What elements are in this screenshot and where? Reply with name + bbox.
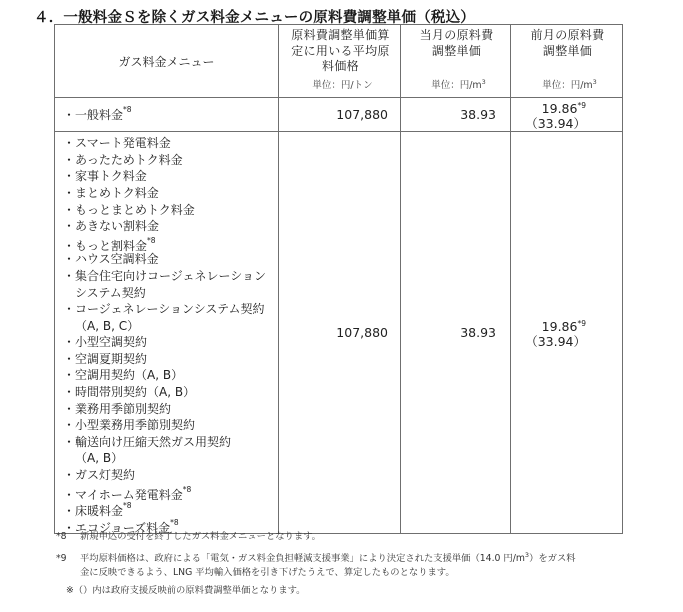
section-title: ４．一般料金Ｓを除くガス料金メニューの原料費調整単価（税込）: [34, 10, 475, 26]
header-prev: [511, 25, 623, 98]
header-avg-line: 料価格: [322, 59, 359, 73]
item-text: ・家事トク料金: [63, 169, 147, 184]
header-avg-price: [279, 25, 401, 98]
prev-value: 19.86: [541, 101, 578, 117]
unit-text: 単位：円/m: [431, 79, 482, 91]
item-sup: *8: [147, 235, 156, 245]
table-row: [55, 98, 623, 132]
list-item: [63, 417, 278, 434]
item-text: ・集合住宅向けコージェネレーション: [63, 268, 267, 283]
list-item: [63, 367, 278, 384]
header-prev-unit: [511, 75, 622, 91]
unit-text: 単位：円/m: [542, 79, 593, 91]
item-text: ・ハウス空調料金: [63, 252, 159, 267]
avg-price-cell: 107,880: [279, 132, 401, 534]
prev-price-cell: [511, 132, 623, 534]
list-item: [63, 450, 278, 467]
item-text: ・空調夏期契約: [63, 351, 148, 366]
list-item: [63, 218, 278, 235]
list-item: [63, 185, 278, 202]
list-item: [63, 104, 278, 121]
footnote-text: 平均原料価格は、政府による「電気・ガス料金負担軽減支援事業」により決定された支援単価（14.0 円/m: [80, 553, 525, 565]
item-sup: *8: [170, 517, 179, 527]
prev-before-support: （33.94）: [525, 116, 586, 132]
list-item: [63, 467, 278, 484]
menu-cell: [55, 98, 279, 132]
header-prev-line: 調整単価: [542, 43, 593, 58]
footnote-8: [56, 528, 576, 546]
list-item: [63, 301, 278, 318]
footnote-text: 新規申込の受付を終了したガス料金メニューとなります。: [80, 531, 321, 542]
item-text: ・もっとまとめトク料金: [63, 202, 195, 217]
item-text: ・マイホーム発電料金: [63, 487, 183, 502]
table-row: [55, 132, 623, 534]
menu-list: [55, 132, 278, 533]
footnotes: [56, 528, 576, 600]
list-item: [63, 285, 278, 302]
prev-sup: *9: [577, 101, 586, 110]
item-text: システム契約: [75, 285, 146, 300]
unit-sup: 3: [481, 77, 486, 86]
item-text: ・一般料金: [63, 108, 124, 122]
list-item: [63, 168, 278, 185]
item-text: ・小型空調契約: [63, 335, 148, 350]
item-text: ・輸送向け圧縮天然ガス用契約: [63, 434, 232, 449]
item-text: ・空調用契約（A, B）: [63, 368, 184, 383]
header-avg-unit: 単位：円/トン: [312, 79, 373, 91]
list-item: [63, 500, 278, 517]
table-header-row: [55, 25, 623, 98]
header-avg-line: 定に用いる平均原: [291, 43, 390, 58]
list-item: [63, 434, 278, 451]
list-item: [63, 318, 278, 335]
item-text: ・時間帯別契約（A, B）: [63, 385, 196, 400]
prev-before-support: （33.94）: [525, 334, 586, 350]
footnote-sup: 3: [524, 551, 530, 559]
item-text: ・小型業務用季節別契約: [63, 418, 196, 433]
current-price-cell: 38.93: [401, 98, 511, 132]
prev-price-cell: [511, 98, 623, 132]
list-item: [63, 268, 278, 285]
item-sup: *8: [123, 501, 132, 511]
list-item: [63, 251, 278, 268]
list-item: [63, 351, 278, 368]
list-item: [63, 384, 278, 401]
footnote-9-cont: 金に反映できるよう、LNG 平均輸入価格を引き下げたうえで、算定したものとなります。: [80, 567, 455, 578]
current-price-cell: 38.93: [401, 132, 511, 534]
item-text: ・エコジョーズ料金: [63, 520, 171, 535]
item-text: ・床暖料金: [63, 504, 124, 519]
unit-sup: 3: [592, 77, 597, 86]
footnote-text: ）をガス料: [529, 553, 576, 565]
header-current: [401, 25, 511, 98]
item-text: ・コージェネレーションシステム契約: [63, 302, 265, 317]
item-text: ・もっと割料金: [63, 238, 148, 253]
header-current-line: 調整単価: [431, 43, 482, 58]
header-menu-label: ガス料金メニュー: [118, 54, 215, 69]
item-text: ・あったためトク料金: [63, 152, 183, 167]
item-text: ・スマート発電料金: [63, 136, 171, 151]
list-item: [63, 334, 278, 351]
item-text: ・ガス灯契約: [63, 468, 136, 483]
avg-price-cell: 107,880: [279, 98, 401, 132]
footnote-mark: *9: [56, 553, 67, 565]
list-item: [63, 152, 278, 169]
header-prev-line: 前月の原料費: [530, 28, 605, 42]
item-text: （A, B, C）: [75, 318, 140, 333]
menu-cell: [55, 132, 279, 534]
footnote-mark: *8: [56, 531, 67, 542]
header-avg-line: 原料費調整単価算: [291, 28, 390, 42]
list-item: [63, 135, 278, 152]
header-menu: [55, 25, 279, 98]
prev-value: 19.86: [541, 319, 578, 335]
list-item: [63, 235, 278, 252]
list-item: [63, 401, 278, 418]
item-sup: *8: [182, 484, 192, 494]
item-text: （A, B）: [75, 451, 124, 466]
header-current-line: 当月の原料費: [419, 28, 494, 42]
adjustment-price-table: [54, 24, 623, 534]
item-sup: *8: [123, 105, 132, 114]
header-current-unit: [401, 75, 510, 91]
item-text: ・まとめトク料金: [63, 185, 159, 200]
prev-sup: *9: [577, 319, 586, 329]
footnote-9: [56, 546, 576, 564]
item-text: ・業務用季節別契約: [63, 401, 172, 416]
list-item: [63, 202, 278, 219]
item-text: ・あきない割料金: [63, 219, 160, 234]
list-item: [63, 484, 278, 501]
footnote-note: ※（）内は政府支援反映前の原料費調整単価となります。: [66, 585, 306, 596]
